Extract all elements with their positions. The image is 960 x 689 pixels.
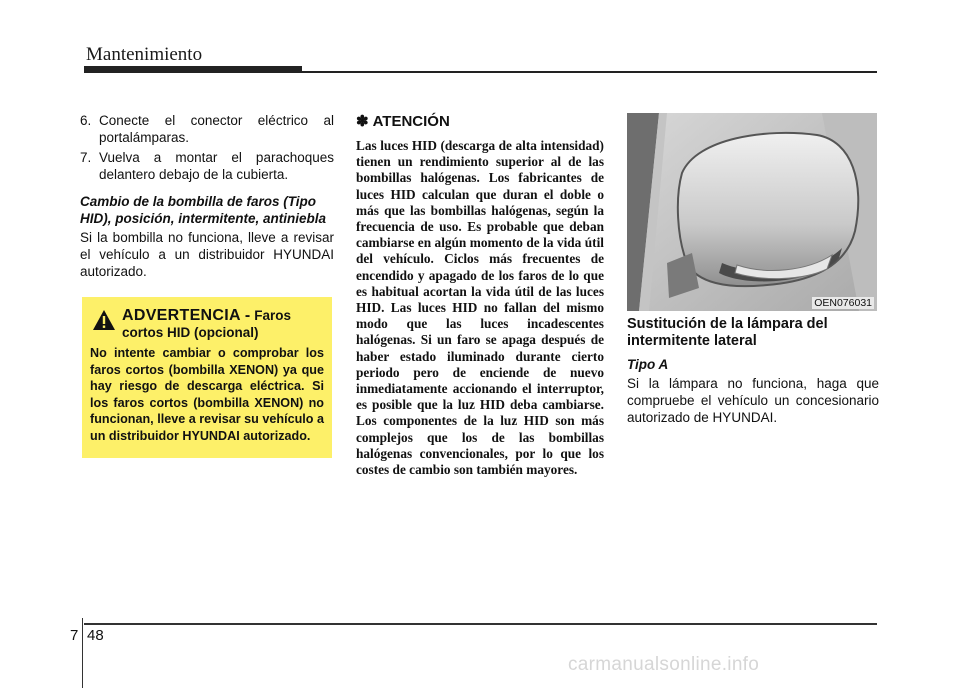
warning-title-separator: - [244,307,251,324]
step-number: 7. [80,150,92,165]
section-paragraph: Si la bombilla no funciona, lleve a revisar el vehículo a un distribuidor HYUNDAI autorizado. [80,230,334,279]
step-text: Conecte el conector eléctrico al portalámparas. [99,113,334,145]
attention-text: Las luces HID (descarga de alta intensidad) tienen un rendimiento superior al de las bombillas halógenas. Los fabricantes de luces HID calculan que duran el doble o más que las bombillas halógenas, según la frecuencia de uso. Es probable que deban cambiarse en algún momento de la vida útil del vehículo. Ciclos más frecuentes de encendido y apagado de los faros de lo que es habitual acortan la vida útil de las luces HID. Las luces HID no fallan del mismo modo que las luces incadescentes halógenas. Si un faro se apaga después de haber estado iluminado durante cierto periodo pero de enciende de nuevo inmediatamente accionando el interruptor, es posible que la luz HID deba cambiarse. Los componentes de la luz HID son más complejos que los de las bombillas halógenas convencionales, por lo que los costes de cambio son también mayores. [356,138,604,478]
side-mirror-illustration [627,113,877,311]
right-column [627,316,879,426]
footer-divider [82,618,83,688]
header-rule [302,71,877,73]
chapter-number: 7 [70,627,79,644]
footer-rule [84,623,877,625]
warning-icon [92,309,116,331]
warning-title: ADVERTENCIA [122,307,241,324]
header-bar [84,66,302,73]
attention-star-icon: ✽ [356,113,369,130]
warning-subtitle: cortos HID (opcional) [122,325,259,340]
warning-header [90,307,324,341]
warning-box [82,297,332,458]
type-label: Tipo A [627,357,669,372]
step-text: Vuelva a montar el parachoques delantero debajo de la cubierta. [99,150,334,182]
attention-heading [356,112,604,130]
left-column [80,112,334,280]
step-item [80,112,334,146]
section-paragraph: Si la lámpara no funciona, haga que compruebe el vehículo un concesionario autorizado de HYUNDAI. [627,376,879,425]
side-mirror-photo [627,113,877,311]
header-title: Mantenimiento [86,44,203,65]
page-number: 48 [87,627,104,644]
warning-text: No intente cambiar o comprobar los faros cortos (bombilla XENON) ya que hay riesgo de descarga eléctrica. Si los faros cortos (bombilla XENON) no funcionan, lleve a revisar su vehículo a un distribuidor HYUNDAI autorizado. [90,346,324,443]
step-number: 6. [80,113,92,128]
section-subheading: Cambio de la bombilla de faros (Tipo HID), posición, intermitente, antiniebla [80,194,327,226]
attention-title: ATENCIÓN [372,112,450,130]
attention-column [356,112,604,478]
warning-title-tail: Faros [254,308,291,323]
watermark: carmanualsonline.info [568,654,760,675]
section-title: Sustitución de la lámpara del intermitente lateral [627,316,828,349]
photo-code-label: OEN076031 [814,297,872,309]
step-item [80,149,334,183]
